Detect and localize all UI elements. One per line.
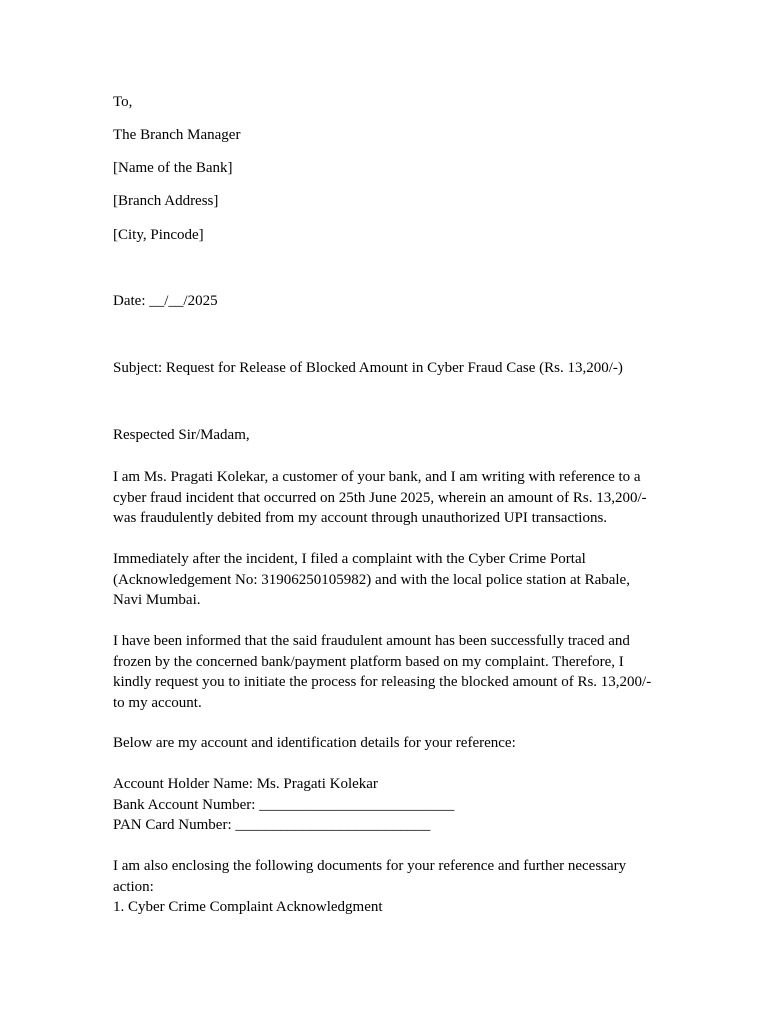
recipient-branch-address: [Branch Address] — [113, 193, 219, 209]
paragraph-line: to my account. — [113, 694, 202, 711]
salutation-to: To, — [113, 94, 133, 110]
paragraph-line: was fraudulently debited from my account through unauthorized UPI transactions. — [113, 510, 608, 526]
recipient-bank-name: [Name of the Bank] — [113, 160, 233, 176]
letter-subject: Subject: Request for Release of Blocked Amount in Cyber Fraud Case (Rs. 13,200/-) — [113, 360, 623, 376]
recipient-title: The Branch Manager — [113, 127, 241, 143]
paragraph-line: cyber fraud incident that occurred on 25th June 2025, wherein an amount of Rs. 13,200/- — [113, 489, 647, 506]
paragraph-line: Navi Mumbai. — [113, 592, 201, 608]
enclosures-section — [113, 856, 673, 918]
details-intro: Below are my account and identification details for your reference: — [113, 735, 516, 751]
body-paragraph-3 — [113, 631, 673, 713]
enclosures-intro-line: I am also enclosing the following documents for your reference and further necessary — [113, 858, 627, 874]
paragraph-line: (Acknowledgement No: 31906250105982) and with the local police station at Rabale, — [113, 571, 630, 588]
paragraph-line: I have been informed that the said fraudulent amount has been successfully traced and — [113, 633, 630, 649]
body-paragraph-1 — [113, 467, 673, 529]
enclosure-item: 1. Cyber Crime Complaint Acknowledgment — [113, 899, 383, 915]
recipient-city-pincode: [City, Pincode] — [113, 227, 204, 243]
body-paragraph-2 — [113, 549, 673, 611]
account-details — [113, 774, 673, 836]
paragraph-line: I am Ms. Pragati Kolekar, a customer of your bank, and I am writing with reference to a — [113, 469, 641, 485]
pan-card-number: PAN Card Number: __________________________ — [113, 817, 431, 833]
enclosures-intro-line: action: — [113, 878, 154, 895]
account-holder-name: Account Holder Name: Ms. Pragati Kolekar — [113, 776, 378, 792]
paragraph-line: Immediately after the incident, I filed a complaint with the Cyber Crime Portal — [113, 551, 586, 567]
paragraph-line: kindly request you to initiate the process for releasing the blocked amount of Rs. 13,200/- — [113, 674, 652, 690]
letter-greeting: Respected Sir/Madam, — [113, 427, 250, 443]
bank-account-number: Bank Account Number: __________________________ — [113, 796, 455, 813]
paragraph-line: frozen by the concerned bank/payment platform based on my complaint. Therefore, I — [113, 653, 624, 670]
letter-date: Date: __/__/2025 — [113, 293, 218, 309]
